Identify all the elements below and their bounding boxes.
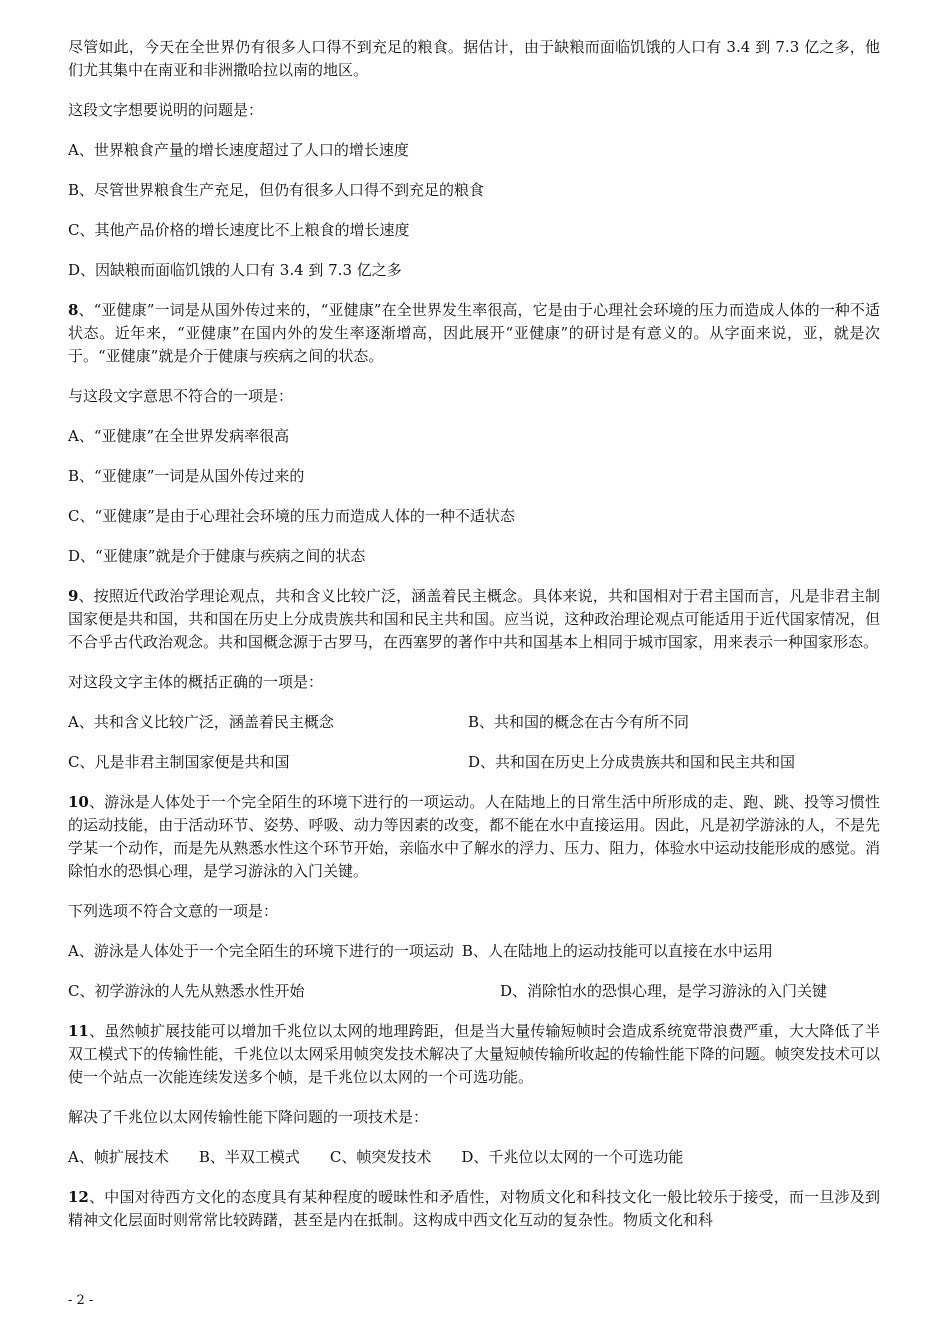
q9-option-a: A、共和含义比较广泛，涵盖着民主概念: [68, 713, 334, 731]
q9-option-b: B、共和国的概念在古今有所不同: [468, 713, 690, 731]
q9-option-c: C、凡是非君主制国家便是共和国: [68, 753, 290, 771]
q10-options-row-2: [68, 980, 880, 1003]
q11-option-a: A、帧扩展技术: [68, 1148, 169, 1166]
q10-option-d: D、消除怕水的恐惧心理，是学习游泳的入门关键: [500, 982, 828, 1000]
q8-option-c: C、“亚健康”是由于心理社会环境的压力而造成人体的一种不适状态: [68, 507, 515, 525]
question-12: [68, 1186, 880, 1232]
q10-options-row-1: [68, 940, 880, 963]
intro-option-d: D、因缺粮而面临饥饿的人口有 3.4 到 7.3 亿之多: [68, 261, 402, 279]
question-number: 11: [68, 1022, 89, 1040]
document-page: [68, 36, 880, 1232]
question-8: [68, 299, 880, 368]
intro-option-c: C、其他产品价格的增长速度比不上粮食的增长速度: [68, 221, 410, 239]
intro-paragraph: 尽管如此，今天在全世界仍有很多人口得不到充足的粮食。据估计，由于缺粮而面临饥饿的人口有 3.4 到 7.3 亿之多，他们尤其集中在南亚和非洲撒哈拉以南的地区。: [68, 38, 880, 79]
question-11-prompt: 解决了千兆位以太网传输性能下降问题的一项技术是：: [68, 1108, 429, 1126]
question-9: [68, 585, 880, 654]
q8-option-b: B、“亚健康”一词是从国外传过来的: [68, 467, 305, 485]
q11-option-d: D、千兆位以太网的一个可选功能: [461, 1148, 684, 1166]
q8-option-a: A、“亚健康”在全世界发病率很高: [68, 427, 290, 445]
intro-option-b: B、尽管世界粮食生产充足，但仍有很多人口得不到充足的粮食: [68, 181, 485, 199]
q8-option-d: D、“亚健康”就是介于健康与疾病之间的状态: [68, 547, 366, 565]
question-text: 、游泳是人体处于一个完全陌生的环境下进行的一项运动。人在陆地上的日常生活中所形成的走、跑、跳、投等习惯性的运动技能，由于活动环节、姿势、呼吸、动力等因素的改变，都不能在水中直接运用。因此，凡是初学游泳的人，不是先学某一个动作，而是先从熟悉水性这个环节开始，亲临水中了解水的浮力、压力、阻力，体验水中运动技能形成的感觉。消除怕水的恐惧心理，是学习游泳的入门关键。: [68, 793, 880, 880]
q10-option-c: C、初学游泳的人先从熟悉水性开始: [68, 982, 305, 1000]
question-text: 、“亚健康”一词是从国外传过来的，“亚健康”在全世界发生率很高，它是由于心理社会环境的压力而造成人体的一种不适状态。近年来，“亚健康”在国内外的发生率逐渐增高，因此展开“亚健康”的研讨是有意义的。从字面来说，亚，就是次于。“亚健康”就是介于健康与疾病之间的状态。: [68, 301, 880, 365]
question-10: [68, 791, 880, 883]
question-8-prompt: 与这段文字意思不符合的一项是：: [68, 387, 294, 405]
question-11: [68, 1020, 880, 1089]
q10-option-b: B、人在陆地上的运动技能可以直接在水中运用: [461, 942, 773, 960]
question-number: 9: [68, 587, 79, 605]
q9-options-row-2: [68, 751, 880, 774]
question-10-prompt: 下列选项不符合文意的一项是：: [68, 902, 279, 920]
question-text: 、中国对待西方文化的态度具有某种程度的暧昧性和矛盾性，对物质文化和科技文化一般比较乐于接受，而一旦涉及到精神文化层面时则常常比较踌躇，甚至是内在抵制。这构成中西文化互动的复杂性。物质文化和科: [68, 1188, 880, 1229]
q11-options-row: [68, 1146, 880, 1169]
question-9-prompt: 对这段文字主体的概括正确的一项是：: [68, 673, 324, 691]
question-number: 10: [68, 793, 89, 811]
question-number: 12: [68, 1188, 89, 1206]
q9-options-row-1: [68, 711, 880, 734]
q11-option-c: C、帧突发技术: [329, 1148, 432, 1166]
q11-option-b: B、半双工模式: [198, 1148, 300, 1166]
question-text: 、虽然帧扩展技能可以增加千兆位以太网的地理跨距，但是当大量传输短帧时会造成系统宽带浪费严重，大大降低了半双工模式下的传输性能，千兆位以太网采用帧突发技术解决了大量短帧传输所收起的传输性能下降的问题。帧突发技术可以使一个站点一次能连续发送多个帧，是千兆位以太网的一个可选功能。: [68, 1022, 880, 1086]
q9-option-d: D、共和国在历史上分成贵族共和国和民主共和国: [468, 753, 796, 771]
question-text: 、按照近代政治学理论观点，共和含义比较广泛，涵盖着民主概念。具体来说，共和国相对于君主国而言，凡是非君主制国家便是共和国，共和国在历史上分成贵族共和国和民主共和国。应当说，这种政治理论观点可能适用于近代国家情况，但不合乎古代政治观念。共和国概念源于古罗马，在西塞罗的著作中共和国基本上相同于城市国家，用来表示一种国家形态。: [68, 587, 880, 651]
page-number: - 2 -: [68, 1293, 94, 1308]
q10-option-a: A、游泳是人体处于一个完全陌生的环境下进行的一项运动: [68, 942, 454, 960]
intro-prompt: 这段文字想要说明的问题是：: [68, 101, 264, 119]
question-number: 8: [68, 301, 79, 319]
intro-option-a: A、世界粮食产量的增长速度超过了人口的增长速度: [68, 141, 409, 159]
